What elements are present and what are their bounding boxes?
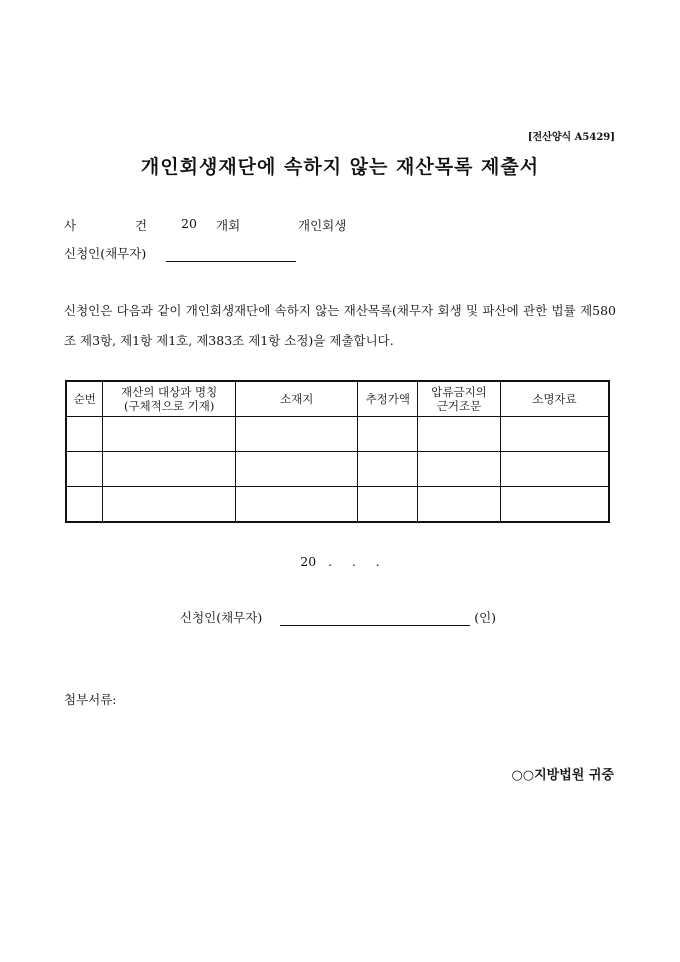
case-type-code: 개회: [216, 218, 241, 233]
seal-mark: (인): [474, 610, 497, 625]
table-cell[interactable]: [66, 487, 103, 523]
case-name: 개인회생: [298, 218, 347, 233]
table-cell[interactable]: [235, 452, 358, 487]
table-cell[interactable]: [358, 417, 418, 452]
header-evidence: 소명자료: [500, 381, 609, 417]
table-cell[interactable]: [66, 417, 103, 452]
applicant-row: [64, 244, 296, 262]
signature-row: [180, 608, 496, 626]
table-cell[interactable]: [235, 487, 358, 523]
header-location: 소재지: [235, 381, 358, 417]
signature-name-field[interactable]: [280, 625, 470, 626]
header-seq: 순번: [66, 381, 103, 417]
header-asset-name: 재산의 대상과 명칭 (구체적으로 기재): [103, 381, 236, 417]
document-title: 개인회생재단에 속하지 않는 재산목록 제출서: [140, 156, 540, 178]
table-cell[interactable]: [358, 452, 418, 487]
table-row: [66, 417, 609, 452]
case-label-geon: 건: [135, 218, 148, 233]
applicant-name-field[interactable]: [166, 261, 296, 262]
table-cell[interactable]: [500, 452, 609, 487]
table-cell[interactable]: [66, 452, 103, 487]
form-code: [전산양식 A5429]: [527, 132, 615, 143]
table-cell[interactable]: [500, 487, 609, 523]
table-row: [66, 487, 609, 523]
body-paragraph: 신청인은 다음과 같이 개인회생재단에 속하지 않는 재산목록(채무자 회생 및 파산에 관한 법률 제580조 제3항, 제1항 제1호, 제383조 제1항 소정)을 제출합니다.: [64, 303, 616, 348]
table-cell[interactable]: [103, 452, 236, 487]
table-cell[interactable]: [103, 417, 236, 452]
table-cell[interactable]: [418, 452, 501, 487]
table-header-row: [66, 381, 609, 417]
table-cell[interactable]: [500, 417, 609, 452]
signature-label: 신청인(채무자): [180, 610, 263, 625]
court-name: ○○지방법원 귀중: [511, 768, 614, 783]
table-cell[interactable]: [358, 487, 418, 523]
case-year-prefix: 20: [181, 216, 197, 231]
header-estimated-value: 추정가액: [358, 381, 418, 417]
table-cell[interactable]: [103, 487, 236, 523]
date-line: 20 . . .: [300, 554, 380, 569]
asset-table: [65, 380, 610, 523]
case-label-sa: 사: [64, 218, 77, 233]
table-cell[interactable]: [418, 487, 501, 523]
applicant-label: 신청인(채무자): [64, 246, 147, 261]
table-cell[interactable]: [418, 417, 501, 452]
header-legal-basis: 압류금지의 근거조문: [418, 381, 501, 417]
attachments-label: 첨부서류:: [64, 692, 117, 707]
table-cell[interactable]: [235, 417, 358, 452]
table-row: [66, 452, 609, 487]
